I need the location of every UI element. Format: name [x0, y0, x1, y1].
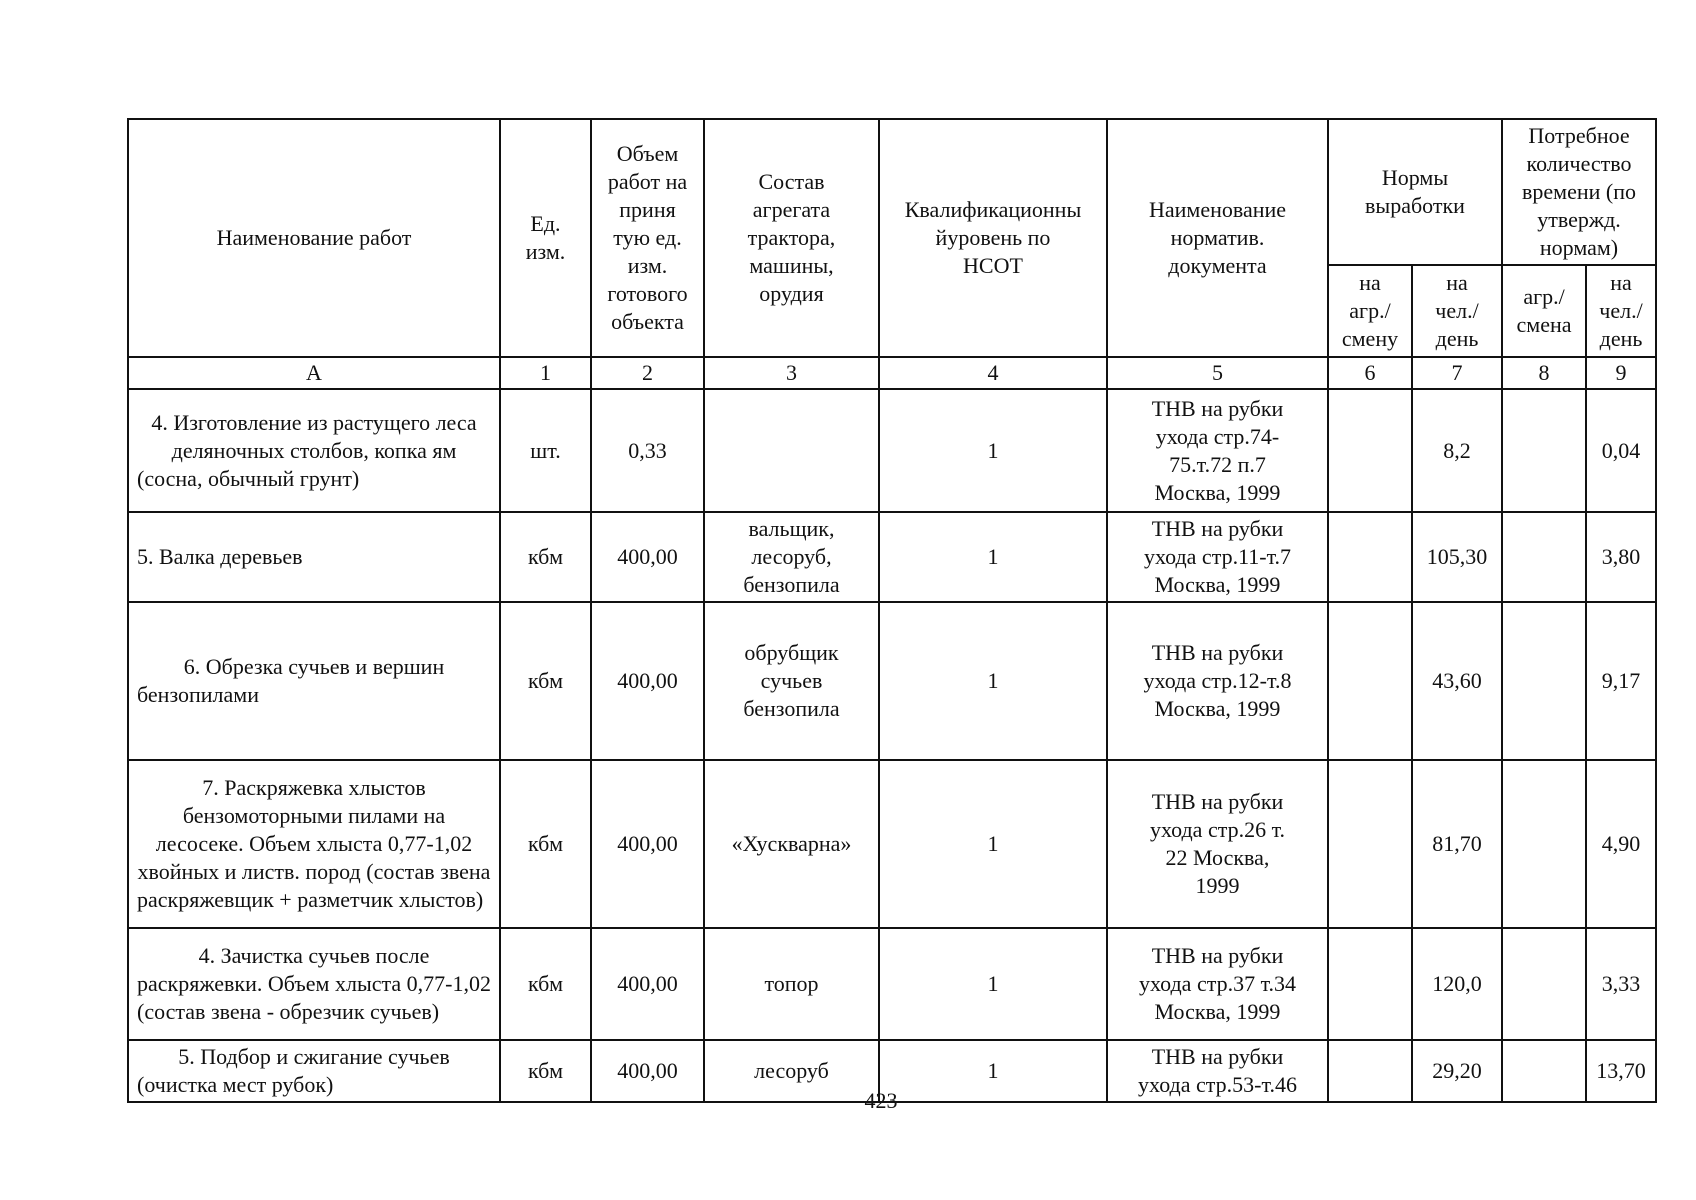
- qualification-cell: 1: [879, 512, 1107, 602]
- document-cell: ТНВ на рубки ухода стр.37 т.34 Москва, 1999: [1107, 928, 1328, 1040]
- time-agr-cell: [1502, 602, 1586, 760]
- page-number: 423: [864, 1088, 898, 1113]
- header-norms: Нормы выработки: [1328, 119, 1502, 265]
- work-name-cell: 4. Зачистка сучьев после раскряжевки. Объем хлыста 0,77-1,02 (состав звена - обрезчик сучьев): [128, 928, 500, 1040]
- table-row: [128, 928, 1656, 1040]
- time-man-cell: 9,17: [1586, 602, 1656, 760]
- table-row: [128, 389, 1656, 512]
- time-man-cell: 3,33: [1586, 928, 1656, 1040]
- composition-cell: вальщик, лесоруб, бензопила: [704, 512, 879, 602]
- document-cell: ТНВ на рубки ухода стр.11-т.7 Москва, 1999: [1107, 512, 1328, 602]
- norm-agr-cell: [1328, 512, 1412, 602]
- header-norms-agr: на агр./ смену: [1328, 265, 1412, 357]
- volume-cell: 400,00: [591, 602, 704, 760]
- header-qualification: Квалификационны йуровень по НСОТ: [879, 119, 1107, 357]
- header-norms-man: на чел./ день: [1412, 265, 1502, 357]
- norm-agr-cell: [1328, 389, 1412, 512]
- time-agr-cell: [1502, 928, 1586, 1040]
- time-agr-cell: [1502, 512, 1586, 602]
- column-index: 2: [591, 357, 704, 389]
- column-index: А: [128, 357, 500, 389]
- time-agr-cell: [1502, 760, 1586, 928]
- composition-cell: [704, 389, 879, 512]
- qualification-cell: 1: [879, 928, 1107, 1040]
- header-work-name: Наименование работ: [128, 119, 500, 357]
- document-cell: ТНВ на рубки ухода стр.53-т.46: [1107, 1040, 1328, 1102]
- time-man-cell: 0,04: [1586, 389, 1656, 512]
- time-man-cell: 3,80: [1586, 512, 1656, 602]
- unit-cell: кбм: [500, 512, 591, 602]
- norm-man-cell: 8,2: [1412, 389, 1502, 512]
- norm-man-cell: 29,20: [1412, 1040, 1502, 1102]
- header-time-man: на чел./ день: [1586, 265, 1656, 357]
- unit-cell: кбм: [500, 602, 591, 760]
- work-norms-table: [127, 118, 1657, 1103]
- norm-man-cell: 120,0: [1412, 928, 1502, 1040]
- volume-cell: 400,00: [591, 1040, 704, 1102]
- composition-cell: лесоруб: [704, 1040, 879, 1102]
- column-index: 1: [500, 357, 591, 389]
- qualification-cell: 1: [879, 389, 1107, 512]
- work-name-cell: 6. Обрезка сучьев и вершин бензопилами: [128, 602, 500, 760]
- document-cell: ТНВ на рубки ухода стр.74- 75.т.72 п.7 Москва, 1999: [1107, 389, 1328, 512]
- header-unit: Ед. изм.: [500, 119, 591, 357]
- norm-man-cell: 105,30: [1412, 512, 1502, 602]
- volume-cell: 400,00: [591, 928, 704, 1040]
- volume-cell: 400,00: [591, 512, 704, 602]
- column-index: 8: [1502, 357, 1586, 389]
- column-index: 9: [1586, 357, 1656, 389]
- volume-cell: 400,00: [591, 760, 704, 928]
- work-name-cell: 7. Раскряжевка хлыстов бензомоторными пилами на лесосеке. Объем хлыста 0,77-1,02 хвойных и листв. пород (состав звена раскряжевщик + разметчик хлыстов): [128, 760, 500, 928]
- table-header: [128, 119, 1656, 357]
- time-agr-cell: [1502, 389, 1586, 512]
- document-cell: ТНВ на рубки ухода стр.26 т. 22 Москва, 1999: [1107, 760, 1328, 928]
- norm-man-cell: 43,60: [1412, 602, 1502, 760]
- column-index-row: [128, 357, 1656, 389]
- unit-cell: шт.: [500, 389, 591, 512]
- norm-agr-cell: [1328, 602, 1412, 760]
- table-row: [128, 512, 1656, 602]
- header-time: Потребное количество времени (по утвержд. нормам): [1502, 119, 1656, 265]
- composition-cell: топор: [704, 928, 879, 1040]
- header-time-agr: агр./ смена: [1502, 265, 1586, 357]
- column-index: 5: [1107, 357, 1328, 389]
- qualification-cell: 1: [879, 760, 1107, 928]
- column-index: 6: [1328, 357, 1412, 389]
- time-man-cell: 4,90: [1586, 760, 1656, 928]
- norm-man-cell: 81,70: [1412, 760, 1502, 928]
- work-name-cell: 4. Изготовление из растущего леса деляночных столбов, копка ям (сосна, обычный грунт): [128, 389, 500, 512]
- column-index: 3: [704, 357, 879, 389]
- table-row: [128, 602, 1656, 760]
- column-index: 7: [1412, 357, 1502, 389]
- column-index: 4: [879, 357, 1107, 389]
- header-volume: Объем работ на приня тую ед. изм. готового объекта: [591, 119, 704, 357]
- work-name-cell: 5. Валка деревьев: [128, 512, 500, 602]
- unit-cell: кбм: [500, 1040, 591, 1102]
- header-document: Наименование норматив. документа: [1107, 119, 1328, 357]
- composition-cell: обрубщик сучьев бензопила: [704, 602, 879, 760]
- header-composition: Состав агрегата трактора, машины, орудия: [704, 119, 879, 357]
- volume-cell: 0,33: [591, 389, 704, 512]
- unit-cell: кбм: [500, 928, 591, 1040]
- norm-agr-cell: [1328, 928, 1412, 1040]
- work-name-cell: 5. Подбор и сжигание сучьев (очистка мест рубок): [128, 1040, 500, 1102]
- table-row: [128, 760, 1656, 928]
- header-row-1: [128, 119, 1656, 265]
- time-man-cell: 13,70: [1586, 1040, 1656, 1102]
- qualification-cell: 1: [879, 1040, 1107, 1102]
- document-cell: ТНВ на рубки ухода стр.12-т.8 Москва, 1999: [1107, 602, 1328, 760]
- qualification-cell: 1: [879, 602, 1107, 760]
- norm-agr-cell: [1328, 760, 1412, 928]
- unit-cell: кбм: [500, 760, 591, 928]
- composition-cell: «Хускварна»: [704, 760, 879, 928]
